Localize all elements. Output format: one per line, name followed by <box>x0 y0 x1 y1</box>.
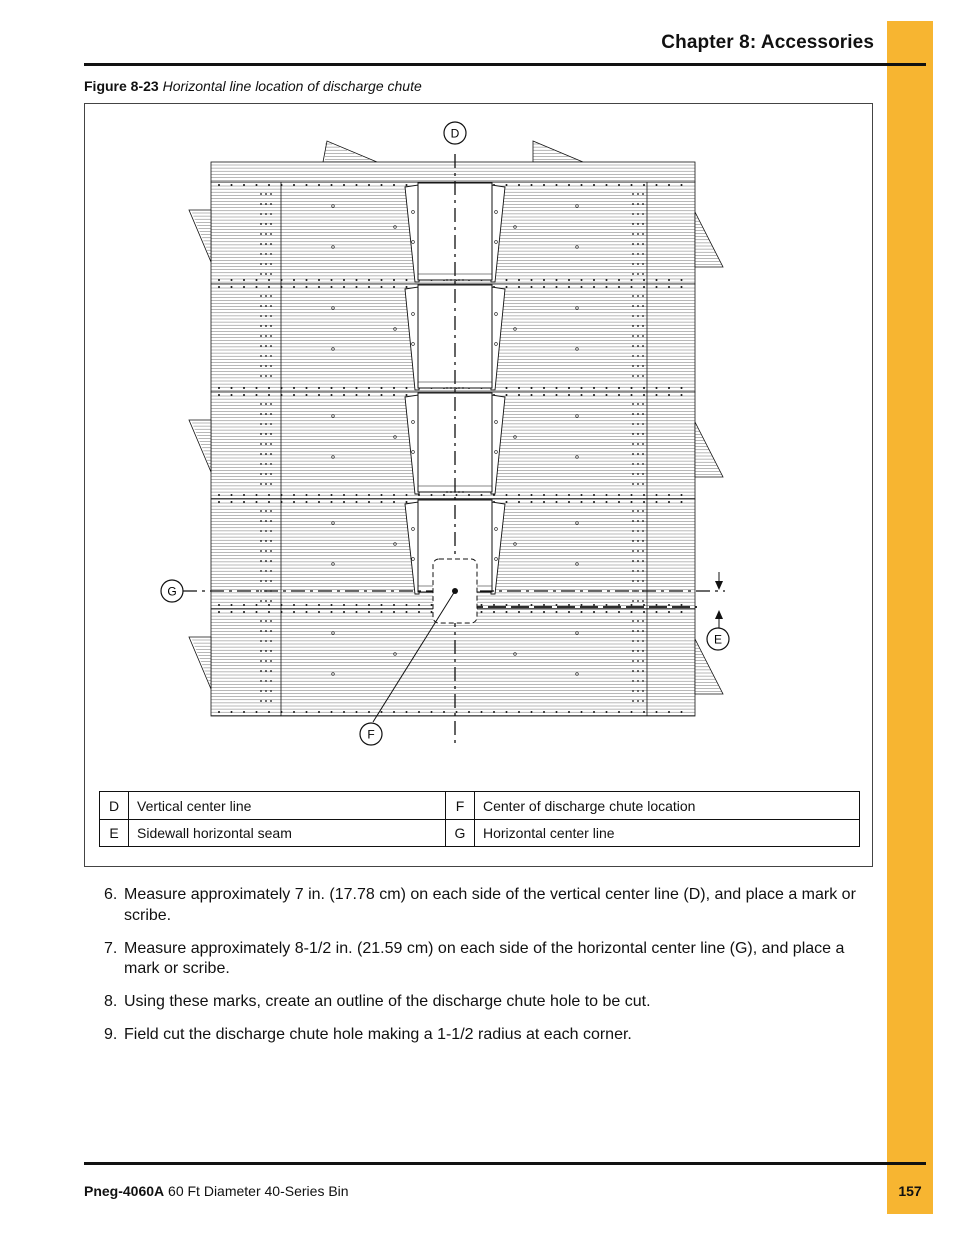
seam-dimension-arrows <box>715 572 723 630</box>
footer-doc-title: 60 Ft Diameter 40-Series Bin <box>168 1183 349 1199</box>
svg-text:G: G <box>167 584 177 599</box>
legend-label: Center of discharge chute location <box>475 792 860 820</box>
chapter-title: Chapter 8: Accessories <box>661 32 874 53</box>
step-text: Measure approximately 8-1/2 in. (21.59 cm) on each side of the horizontal center line (G), and place a mark or scribe. <box>124 939 845 977</box>
legend-label: Horizontal center line <box>475 820 860 847</box>
step-number: 7. <box>104 939 118 957</box>
legend-row <box>100 820 860 847</box>
footer-rule <box>84 1162 926 1165</box>
figure-caption <box>84 78 422 94</box>
figure-frame <box>84 103 873 867</box>
step-text: Measure approximately 7 in. (17.78 cm) on each side of the vertical center line (D), and place a mark or scribe. <box>124 886 856 924</box>
footer-document <box>84 1183 349 1199</box>
legend-key: F <box>446 792 475 820</box>
legend-table <box>99 791 860 847</box>
legend-key: G <box>446 820 475 847</box>
callout-g <box>161 580 183 602</box>
legend-row <box>100 792 860 820</box>
legend-label: Sidewall horizontal seam <box>129 820 446 847</box>
instruction-step <box>100 885 875 926</box>
instruction-step <box>100 1025 875 1046</box>
instruction-step <box>100 992 875 1013</box>
callout-d <box>444 122 466 144</box>
svg-text:E: E <box>713 632 723 647</box>
footer-doc-number: Pneg-4060A <box>84 1183 165 1199</box>
callout-f <box>360 723 382 745</box>
step-number: 8. <box>104 993 118 1010</box>
instruction-steps <box>100 885 875 1058</box>
step-text: Using these marks, create an outline of the discharge chute hole to be cut. <box>124 993 651 1010</box>
step-number: 6. <box>104 886 118 903</box>
instruction-step <box>100 939 875 980</box>
page-number: 157 <box>898 1183 922 1199</box>
legend-key: E <box>100 820 129 847</box>
bin-sidewall-drawing <box>85 104 874 784</box>
legend-label: Vertical center line <box>129 792 446 820</box>
svg-text:D: D <box>450 126 460 141</box>
step-number: 9. <box>104 1026 118 1043</box>
figure-number: Figure 8-23 <box>84 78 159 94</box>
chapter-sidebar-tab <box>887 21 933 1214</box>
legend-key: D <box>100 792 129 820</box>
callout-e <box>707 628 729 650</box>
figure-title: Horizontal line location of discharge chute <box>162 78 422 94</box>
step-text: Field cut the discharge chute hole making a 1-1/2 radius at each corner. <box>124 1026 632 1043</box>
svg-text:F: F <box>367 727 375 742</box>
header-rule <box>84 63 926 66</box>
